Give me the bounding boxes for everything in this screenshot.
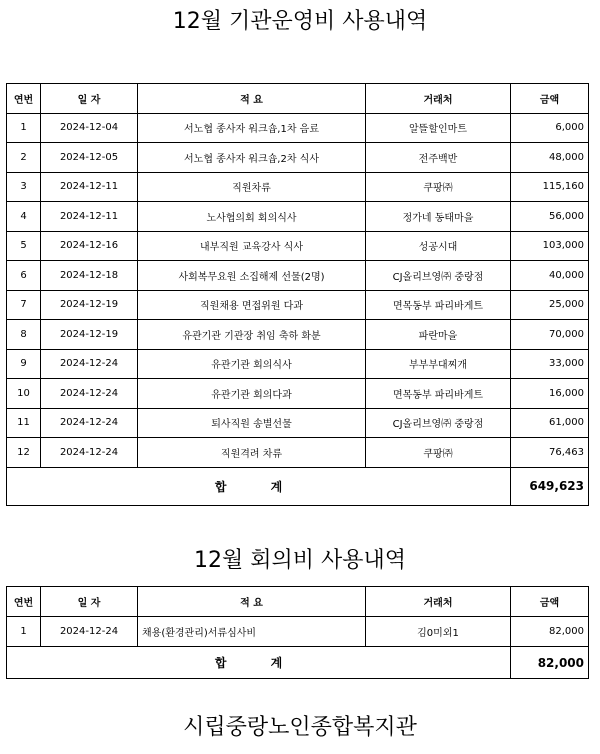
- cell-amount: 103,000: [511, 231, 589, 261]
- cell-no: 4: [7, 202, 41, 232]
- table-row: [7, 261, 589, 291]
- cell-amount: 33,000: [511, 349, 589, 379]
- cell-amount: 48,000: [511, 143, 589, 173]
- cell-desc: 직원차류: [138, 172, 366, 202]
- section-title: 12월 회의비 사용내역: [194, 548, 406, 573]
- cell-no: 11: [7, 408, 41, 438]
- table-header-row: [7, 84, 589, 114]
- cell-amount: 61,000: [511, 408, 589, 438]
- cell-vendor: 김0미외1: [366, 617, 511, 647]
- cell-no: 1: [7, 113, 41, 143]
- header-date: 일 자: [41, 84, 138, 114]
- cell-vendor: 면목동부 파리바게트: [366, 379, 511, 409]
- cell-no: 12: [7, 438, 41, 468]
- cell-no: 3: [7, 172, 41, 202]
- table-row: [7, 349, 589, 379]
- cell-vendor: 파란마을: [366, 320, 511, 350]
- table-row: [7, 172, 589, 202]
- cell-vendor: 정가네 동태마을: [366, 202, 511, 232]
- cell-vendor: 면목동부 파리바게트: [366, 290, 511, 320]
- cell-no: 10: [7, 379, 41, 409]
- cell-no: 1: [7, 617, 41, 647]
- table-row: [7, 617, 589, 647]
- header-vendor: 거래처: [366, 84, 511, 114]
- cell-desc: 내부직원 교육강사 식사: [138, 231, 366, 261]
- header-vendor: 거래처: [366, 587, 511, 617]
- cell-amount: 115,160: [511, 172, 589, 202]
- table-row: [7, 290, 589, 320]
- cell-vendor: 부부부대찌개: [366, 349, 511, 379]
- page-title: 12월 기관운영비 사용내역: [172, 9, 428, 34]
- cell-amount: 6,000: [511, 113, 589, 143]
- header-desc: 적 요: [138, 587, 366, 617]
- meeting-expense-table: [6, 586, 589, 679]
- total-value: 82,000: [511, 647, 589, 679]
- cell-vendor: 쿠팡㈜: [366, 438, 511, 468]
- cell-amount: 25,000: [511, 290, 589, 320]
- cell-date: 2024-12-19: [41, 320, 138, 350]
- organization-name: 시립중랑노인종합복지관: [183, 715, 417, 740]
- cell-date: 2024-12-24: [41, 379, 138, 409]
- cell-date: 2024-12-11: [41, 172, 138, 202]
- total-label: 합 계: [7, 647, 511, 679]
- cell-date: 2024-12-16: [41, 231, 138, 261]
- cell-date: 2024-12-04: [41, 113, 138, 143]
- cell-desc: 사회복무요원 소집해제 선물(2명): [138, 261, 366, 291]
- cell-date: 2024-12-24: [41, 408, 138, 438]
- cell-desc: 노사협의회 회의식사: [138, 202, 366, 232]
- cell-no: 7: [7, 290, 41, 320]
- table-row: [7, 231, 589, 261]
- header-desc: 적 요: [138, 84, 366, 114]
- cell-amount: 82,000: [511, 617, 589, 647]
- cell-desc: 서노협 종사자 워크숍,2차 식사: [138, 143, 366, 173]
- operating-expense-table: [6, 83, 589, 506]
- cell-no: 9: [7, 349, 41, 379]
- cell-vendor: 쿠팡㈜: [366, 172, 511, 202]
- header-date: 일 자: [41, 587, 138, 617]
- table-row: [7, 438, 589, 468]
- table-row: [7, 143, 589, 173]
- total-row: [7, 647, 589, 679]
- cell-desc: 유관기관 기관장 취임 축하 화분: [138, 320, 366, 350]
- cell-vendor: 알뜰할인마트: [366, 113, 511, 143]
- total-row: [7, 467, 589, 505]
- header-amount: 금액: [511, 587, 589, 617]
- header-no: 연번: [7, 84, 41, 114]
- cell-amount: 70,000: [511, 320, 589, 350]
- table-row: [7, 320, 589, 350]
- cell-desc: 퇴사직원 송별선물: [138, 408, 366, 438]
- cell-date: 2024-12-05: [41, 143, 138, 173]
- table-row: [7, 113, 589, 143]
- cell-amount: 40,000: [511, 261, 589, 291]
- cell-desc: 채용(환경관리)서류심사비: [138, 617, 366, 647]
- cell-date: 2024-12-19: [41, 290, 138, 320]
- cell-date: 2024-12-24: [41, 617, 138, 647]
- cell-vendor: CJ올리브영㈜ 중랑점: [366, 261, 511, 291]
- table-header-row: [7, 587, 589, 617]
- header-no: 연번: [7, 587, 41, 617]
- cell-no: 6: [7, 261, 41, 291]
- cell-no: 2: [7, 143, 41, 173]
- cell-amount: 56,000: [511, 202, 589, 232]
- total-value: 649,623: [511, 467, 589, 505]
- cell-date: 2024-12-24: [41, 438, 138, 468]
- cell-amount: 16,000: [511, 379, 589, 409]
- cell-desc: 유관기관 회의다과: [138, 379, 366, 409]
- cell-desc: 직원격려 차류: [138, 438, 366, 468]
- table-row: [7, 408, 589, 438]
- header-amount: 금액: [511, 84, 589, 114]
- cell-desc: 직원채용 면접위원 다과: [138, 290, 366, 320]
- cell-date: 2024-12-24: [41, 349, 138, 379]
- cell-no: 8: [7, 320, 41, 350]
- cell-desc: 유관기관 회의식사: [138, 349, 366, 379]
- cell-date: 2024-12-18: [41, 261, 138, 291]
- total-label: 합 계: [7, 467, 511, 505]
- cell-no: 5: [7, 231, 41, 261]
- table-row: [7, 202, 589, 232]
- cell-vendor: CJ올리브영㈜ 중랑점: [366, 408, 511, 438]
- cell-date: 2024-12-11: [41, 202, 138, 232]
- table-row: [7, 379, 589, 409]
- cell-amount: 76,463: [511, 438, 589, 468]
- cell-vendor: 전주백반: [366, 143, 511, 173]
- cell-desc: 서노협 종사자 워크숍,1차 음료: [138, 113, 366, 143]
- cell-vendor: 성공시대: [366, 231, 511, 261]
